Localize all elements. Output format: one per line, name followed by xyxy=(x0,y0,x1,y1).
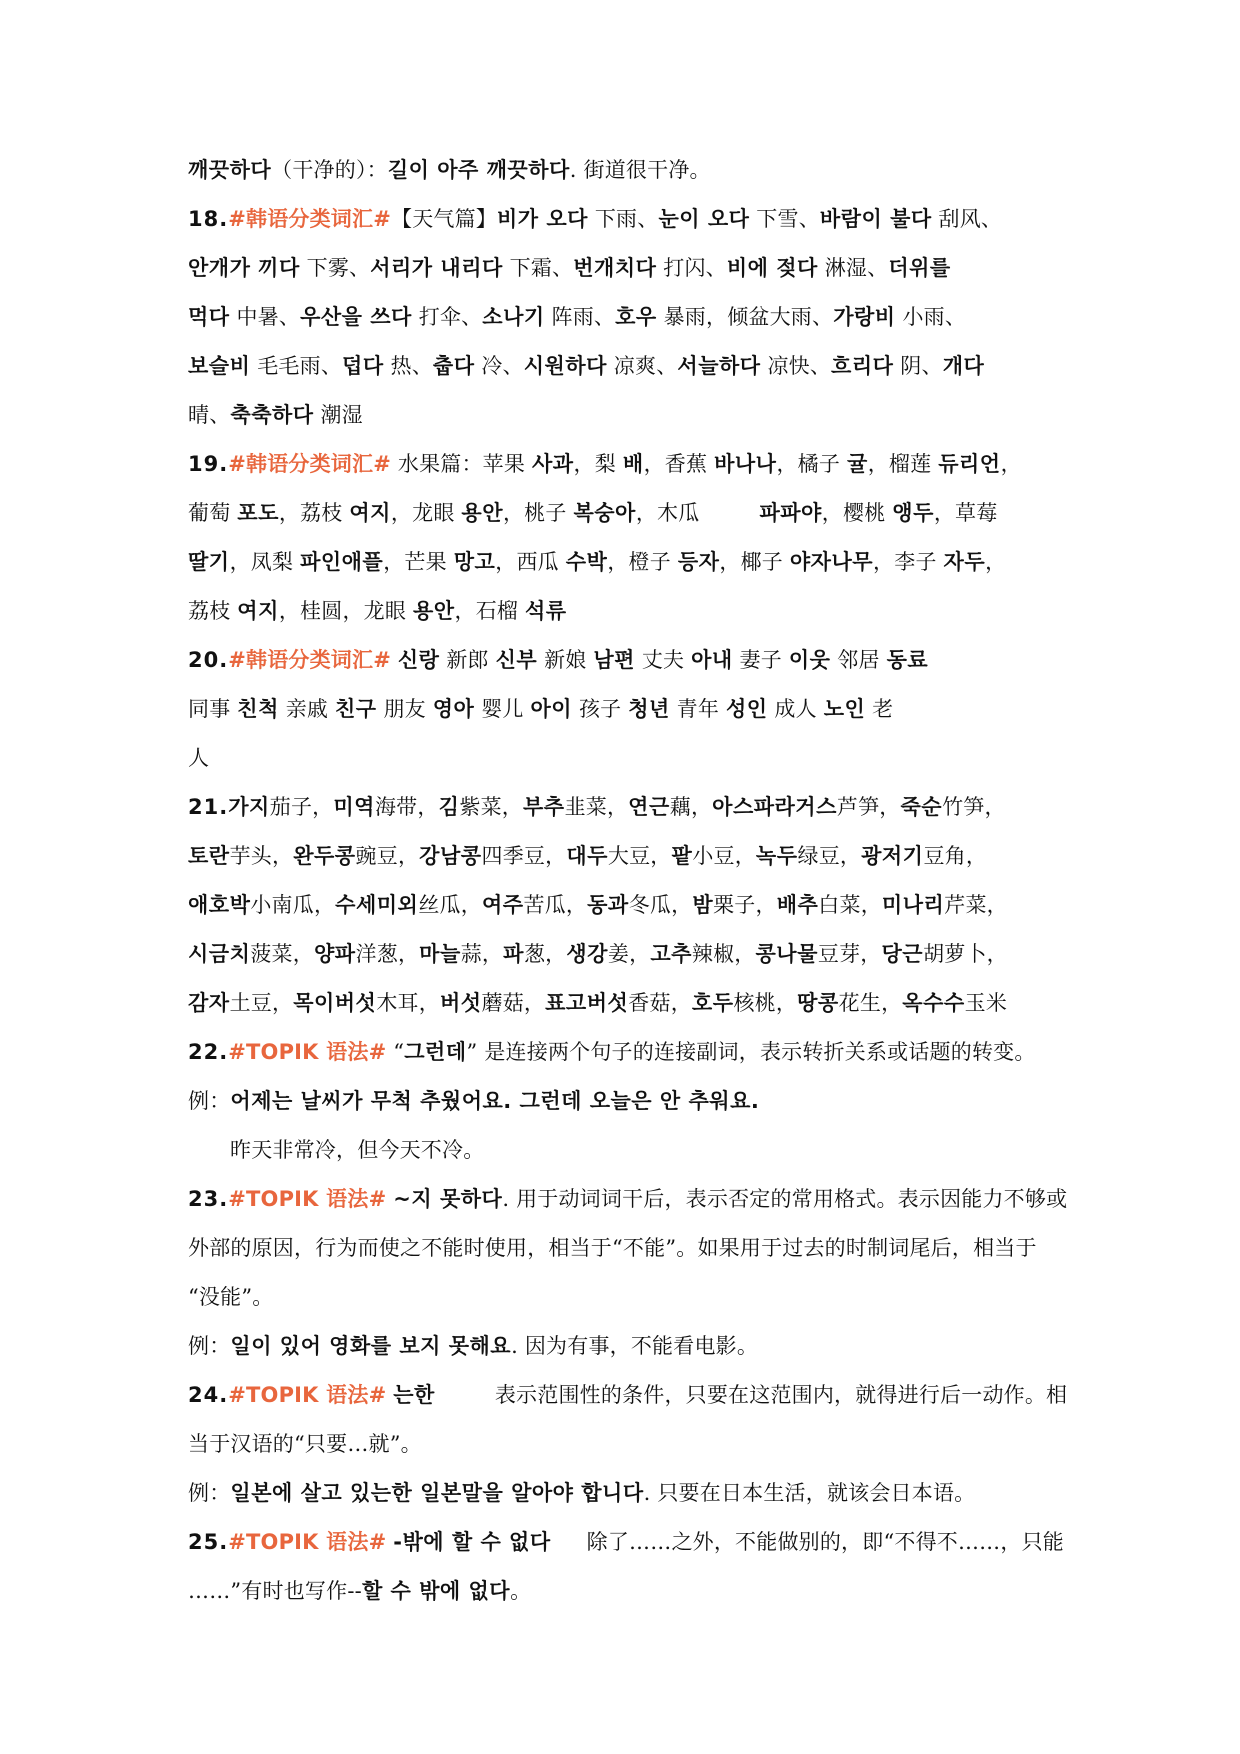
chinese-text: 例： xyxy=(188,1089,231,1113)
chinese-text: ，桃子 xyxy=(502,501,574,525)
korean-term: 망고 xyxy=(453,550,496,574)
chinese-text: 大豆， xyxy=(607,844,672,868)
text-line xyxy=(188,1028,1188,1077)
text-line xyxy=(188,832,1188,881)
chinese-text: 豆芽， xyxy=(817,942,882,966)
hashtag-label: #TOPIK 语法# xyxy=(228,1187,387,1211)
chinese-text: 豌豆， xyxy=(355,844,420,868)
korean-term: 완두콩 xyxy=(293,844,356,868)
item-number: 21. xyxy=(188,795,229,819)
chinese-text: 蘑菇， xyxy=(481,991,546,1015)
korean-term: 포도 xyxy=(237,501,279,525)
chinese-text: 藕， xyxy=(669,795,713,819)
korean-term: 미나리 xyxy=(881,893,945,917)
text-line xyxy=(188,685,1188,734)
chinese-text: ， xyxy=(985,550,1007,574)
chinese-text: 四季豆， xyxy=(481,844,567,868)
text-line xyxy=(188,195,1188,244)
chinese-text: 丈夫 xyxy=(634,648,692,672)
korean-term: 서리가 내리다 xyxy=(370,256,503,280)
chinese-text: （干净的）： xyxy=(271,158,388,182)
korean-term: 죽순 xyxy=(900,795,943,819)
chinese-text: 核桃， xyxy=(733,991,798,1015)
chinese-text: 绿豆， xyxy=(797,844,862,868)
korean-term: 친척 xyxy=(237,697,279,721)
chinese-text: ，橙子 xyxy=(607,550,678,574)
chinese-text: 白菜， xyxy=(818,893,882,917)
chinese-text: 冬瓜， xyxy=(628,893,693,917)
korean-term: 영아 xyxy=(432,697,475,721)
korean-term: 땅콩 xyxy=(797,991,839,1015)
korean-term: 신랑 xyxy=(397,648,440,672)
korean-term: 눈이 오다 xyxy=(658,207,750,231)
chinese-text: ” 是连接两个句子的连接副词，表示转折关系或话题的转变。 xyxy=(466,1040,1036,1064)
chinese-text: ，木瓜 xyxy=(635,501,700,525)
chinese-text: 下霜、 xyxy=(502,256,574,280)
korean-term: -밖에 할 수 없다 xyxy=(393,1530,551,1554)
korean-term: 감자 xyxy=(188,991,230,1015)
hashtag-label: #TOPIK 语法# xyxy=(228,1040,387,1064)
chinese-text: 【天气篇】 xyxy=(391,207,497,231)
chinese-text: 下雨、 xyxy=(587,207,659,231)
chinese-text: 栗子， xyxy=(713,893,777,917)
korean-term: 수박 xyxy=(565,550,608,574)
chinese-text: 打伞、 xyxy=(411,305,483,329)
chinese-text: ，凤梨 xyxy=(229,550,301,574)
chinese-text: “ xyxy=(386,1040,405,1064)
chinese-text: 青年 xyxy=(669,697,726,721)
korean-term: 광저기 xyxy=(861,844,924,868)
chinese-text: ，荔枝 xyxy=(278,501,350,525)
text-line xyxy=(188,1469,1188,1518)
korean-term: 연근 xyxy=(628,795,670,819)
text-line xyxy=(188,1567,1188,1616)
text-line xyxy=(188,146,1188,195)
text-line xyxy=(188,440,1188,489)
korean-term: 옥수수 xyxy=(902,991,965,1015)
chinese-text: 淋湿、 xyxy=(817,256,889,280)
chinese-text: 当于汉语的“只要…就”。 xyxy=(188,1432,422,1456)
korean-term: 밤 xyxy=(692,893,714,917)
chinese-text: 小豆， xyxy=(692,844,756,868)
korean-term: 남편 xyxy=(593,648,635,672)
korean-term: 사과 xyxy=(531,452,574,476)
korean-term: 여지 xyxy=(349,501,391,525)
chinese-text: 土豆， xyxy=(229,991,294,1015)
text-line xyxy=(188,293,1188,342)
text-line xyxy=(188,1322,1188,1371)
chinese-text: 丝瓜， xyxy=(418,893,482,917)
chinese-text: 木耳， xyxy=(376,991,440,1015)
chinese-text: 成人 xyxy=(767,697,824,721)
chinese-text: 亲戚 xyxy=(278,697,336,721)
korean-term: 깨끗하다 xyxy=(188,158,272,182)
text-line xyxy=(188,587,1188,636)
korean-term: 번개치다 xyxy=(573,256,657,280)
chinese-text: 菠菜， xyxy=(250,942,314,966)
korean-term: 배 xyxy=(622,452,644,476)
chinese-text: ，桂圆，龙眼 xyxy=(278,599,413,623)
chinese-text: ……”有时也写作-- xyxy=(188,1579,362,1603)
korean-term: 귤 xyxy=(846,452,868,476)
korean-term: 가지 xyxy=(228,795,270,819)
text-line xyxy=(188,244,1188,293)
chinese-text: 凉快、 xyxy=(760,354,832,378)
chinese-text: 紫菜， xyxy=(459,795,523,819)
item-number: 22. xyxy=(188,1040,229,1064)
korean-term: 마늘 xyxy=(419,942,461,966)
korean-term: 소나기 xyxy=(482,305,545,329)
chinese-text: . 街道很干净。 xyxy=(569,158,711,182)
chinese-text: 新娘 xyxy=(537,648,594,672)
item-number: 23. xyxy=(188,1187,229,1211)
chinese-text: ，梨 xyxy=(573,452,623,476)
chinese-text: 姜， xyxy=(607,942,651,966)
korean-term: 수세미외 xyxy=(335,893,419,917)
chinese-text: ，椰子 xyxy=(719,550,790,574)
korean-term: 강남콩 xyxy=(419,844,482,868)
korean-term: 이웃 xyxy=(788,648,831,672)
text-line xyxy=(188,1077,1188,1126)
korean-term: 아스파라거스 xyxy=(712,795,837,819)
korean-term: 시금치 xyxy=(188,942,251,966)
chinese-text: 小雨、 xyxy=(895,305,967,329)
chinese-text: 新郎 xyxy=(439,648,496,672)
chinese-text: 昨天非常冷，但今天不冷。 xyxy=(230,1138,485,1162)
korean-term: 아내 xyxy=(691,648,733,672)
korean-term: 석류 xyxy=(525,599,567,623)
chinese-text: 葡萄 xyxy=(188,501,238,525)
chinese-text: ，李子 xyxy=(873,550,944,574)
korean-term: 흐리다 xyxy=(831,354,894,378)
chinese-text: 妻子 xyxy=(732,648,789,672)
chinese-text: 外部的原因，行为而使之不能时使用，相当于“不能”。如果用于过去的时制词尾后，相当于 xyxy=(188,1236,1037,1260)
korean-term: 야자나무 xyxy=(789,550,874,574)
korean-term: 애호박 xyxy=(188,893,251,917)
korean-term: 동료 xyxy=(886,648,929,672)
chinese-text: 朋友 xyxy=(376,697,433,721)
chinese-text: ，石榴 xyxy=(454,599,525,623)
chinese-text: 晴、 xyxy=(188,403,231,427)
korean-term: 파파야 xyxy=(759,501,822,525)
chinese-text: ，草莓 xyxy=(933,501,998,525)
korean-term: 가랑비 xyxy=(833,305,896,329)
chinese-text: 芹菜， xyxy=(944,893,1008,917)
chinese-text: 邻居 xyxy=(830,648,887,672)
korean-term: 보슬비 xyxy=(188,354,251,378)
korean-term: 어제는 날씨가 무척 추웠어요. 그런데 오늘은 안 추워요. xyxy=(230,1089,760,1113)
text-line xyxy=(188,636,1188,685)
chinese-text: 阴、 xyxy=(893,354,943,378)
chinese-text xyxy=(391,648,398,672)
chinese-text: . 只要在日本生活，就该会日本语。 xyxy=(643,1481,976,1505)
chinese-text: 婴儿 xyxy=(474,697,531,721)
korean-term: 앵두 xyxy=(892,501,934,525)
text-line xyxy=(188,881,1188,930)
chinese-text: 蒜， xyxy=(460,942,504,966)
chinese-text: ，樱桃 xyxy=(821,501,893,525)
korean-term: 비가 오다 xyxy=(497,207,588,231)
korean-term: 용안 xyxy=(461,501,503,525)
chinese-text: ，香蕉 xyxy=(643,452,715,476)
chinese-text: 小南瓜， xyxy=(250,893,336,917)
chinese-text: 暴雨，倾盆大雨、 xyxy=(656,305,834,329)
chinese-text: 下雾、 xyxy=(299,256,371,280)
chinese-text: 竹笋， xyxy=(942,795,1006,819)
korean-term: 개다 xyxy=(942,354,985,378)
chinese-text: 孩子 xyxy=(572,697,629,721)
chinese-text: 海带， xyxy=(374,795,439,819)
korean-term: 더위를 xyxy=(888,256,951,280)
text-line xyxy=(188,1273,1188,1322)
text-line xyxy=(188,391,1188,440)
korean-term: 부추 xyxy=(522,795,565,819)
chinese-text: 除了……之外，不能做别的，即“不得不……，只能 xyxy=(586,1530,1064,1554)
korean-term: 아이 xyxy=(530,697,573,721)
chinese-text: 打闪、 xyxy=(656,256,727,280)
korean-term: 할 수 밖에 없다 xyxy=(361,1579,511,1603)
korean-term: 김 xyxy=(438,795,460,819)
chinese-text: 同事 xyxy=(188,697,238,721)
korean-term: 그런데 xyxy=(404,1040,467,1064)
korean-term: 콩나물 xyxy=(755,942,818,966)
text-line xyxy=(188,979,1188,1028)
text-line xyxy=(188,783,1188,832)
chinese-text: 中暑、 xyxy=(229,305,301,329)
text-line xyxy=(188,1420,1188,1469)
chinese-text: 荔枝 xyxy=(188,599,238,623)
chinese-text: 玉米 xyxy=(964,991,1008,1015)
korean-term: 축축하다 xyxy=(230,403,314,427)
chinese-text: 潮湿 xyxy=(313,403,363,427)
text-line xyxy=(188,1518,1188,1567)
chinese-text: 葱， xyxy=(523,942,567,966)
korean-term: 덥다 xyxy=(342,354,384,378)
chinese-text: 韭菜， xyxy=(564,795,629,819)
korean-term: 바람이 불다 xyxy=(819,207,932,231)
korean-term: 녹두 xyxy=(755,844,798,868)
korean-term: 자두 xyxy=(943,550,986,574)
chinese-text: 苦瓜， xyxy=(523,893,588,917)
korean-term: 호우 xyxy=(615,305,657,329)
korean-term: 노인 xyxy=(823,697,866,721)
chinese-text: 例： xyxy=(188,1481,231,1505)
item-number: 25. xyxy=(188,1530,229,1554)
chinese-text: ，龙眼 xyxy=(390,501,462,525)
text-line xyxy=(188,1224,1188,1273)
chinese-text: 凉爽、 xyxy=(606,354,678,378)
korean-term: 먹다 xyxy=(188,305,230,329)
chinese-text: 豆角， xyxy=(923,844,988,868)
chinese-text: 胡萝卜， xyxy=(923,942,1008,966)
korean-term: 비에 젖다 xyxy=(726,256,818,280)
korean-term: 양파 xyxy=(313,942,356,966)
korean-term: 생강 xyxy=(566,942,608,966)
chinese-text: 阵雨、 xyxy=(544,305,616,329)
korean-term: 춥다 xyxy=(432,354,475,378)
korean-term: 여지 xyxy=(237,599,279,623)
chinese-text: 毛毛雨、 xyxy=(250,354,343,378)
text-line xyxy=(188,1371,1188,1420)
chinese-text: ， xyxy=(1000,452,1022,476)
korean-term: 표고버섯 xyxy=(545,991,629,1015)
text-line xyxy=(188,734,1188,783)
chinese-text: . 因为有事，不能看电影。 xyxy=(511,1334,759,1358)
korean-term: 고추 xyxy=(650,942,692,966)
chinese-text: 热、 xyxy=(383,354,433,378)
item-number: 18. xyxy=(188,207,229,231)
korean-term: 버섯 xyxy=(439,991,482,1015)
korean-term: 길이 아주 깨끗하다 xyxy=(387,158,570,182)
chinese-text: 冷、 xyxy=(474,354,524,378)
chinese-text: 芦笋， xyxy=(836,795,901,819)
text-line xyxy=(188,342,1188,391)
text-line xyxy=(188,1126,1188,1175)
korean-term: 바나나 xyxy=(714,452,777,476)
chinese-text: 辣椒， xyxy=(691,942,756,966)
korean-term: 동과 xyxy=(587,893,629,917)
korean-term: 호두 xyxy=(691,991,734,1015)
chinese-text: 例： xyxy=(188,1334,231,1358)
hashtag-label: #韩语分类词汇# xyxy=(228,452,391,476)
korean-term: 일본에 살고 있는한 일본말을 알아야 합니다 xyxy=(230,1481,644,1505)
korean-term: 파 xyxy=(503,942,524,966)
chinese-text: ，西瓜 xyxy=(495,550,566,574)
korean-term: 딸기 xyxy=(188,550,230,574)
chinese-text: 茄子， xyxy=(269,795,334,819)
hashtag-label: #韩语分类词汇# xyxy=(228,648,391,672)
chinese-text: “没能”。 xyxy=(188,1285,274,1309)
chinese-text: 下雪、 xyxy=(749,207,820,231)
hashtag-label: #TOPIK 语法# xyxy=(228,1530,387,1554)
korean-term: 파인애플 xyxy=(300,550,384,574)
text-line xyxy=(188,1175,1188,1224)
korean-term: 대두 xyxy=(566,844,608,868)
text-line xyxy=(188,489,1188,538)
korean-term: 청년 xyxy=(628,697,670,721)
chinese-text: 花生， xyxy=(838,991,903,1015)
korean-term: 성인 xyxy=(725,697,768,721)
item-number: 20. xyxy=(188,648,229,672)
korean-term: 친구 xyxy=(335,697,377,721)
chinese-text: 香菇， xyxy=(628,991,692,1015)
korean-term: ~지 못하다 xyxy=(393,1187,503,1211)
chinese-text: 水果篇：苹果 xyxy=(391,452,532,476)
korean-term: 일이 있어 영화를 보지 못해요 xyxy=(230,1334,512,1358)
korean-term: 용안 xyxy=(412,599,455,623)
korean-term: 복숭아 xyxy=(573,501,636,525)
korean-term: 우산을 쓰다 xyxy=(300,305,412,329)
spacer xyxy=(188,1138,230,1162)
chinese-text: 老 xyxy=(865,697,894,721)
hashtag-label: #TOPIK 语法# xyxy=(228,1383,387,1407)
korean-term: 등자 xyxy=(677,550,720,574)
chinese-text: 。 xyxy=(510,1579,532,1603)
chinese-text: ，橘子 xyxy=(776,452,847,476)
korean-term: 팥 xyxy=(671,844,693,868)
chinese-text: . 用于动词词干后，表示否定的常用格式。表示因能力不够或 xyxy=(502,1187,1068,1211)
korean-term: 여주 xyxy=(481,893,524,917)
document-body xyxy=(188,146,1188,1616)
hashtag-label: #韩语分类词汇# xyxy=(228,207,391,231)
korean-term: 당근 xyxy=(881,942,924,966)
chinese-text: ，芒果 xyxy=(383,550,454,574)
chinese-text: 人 xyxy=(188,746,210,770)
chinese-text: 表示范围性的条件，只要在这范围内，就得进行后一动作。相 xyxy=(494,1383,1068,1407)
korean-term: 미역 xyxy=(333,795,375,819)
item-number: 24. xyxy=(188,1383,229,1407)
korean-term: 토란 xyxy=(188,844,230,868)
korean-term: 신부 xyxy=(495,648,538,672)
chinese-text: 芋头， xyxy=(229,844,294,868)
korean-term: 는한 xyxy=(393,1383,435,1407)
text-line xyxy=(188,930,1188,979)
text-line xyxy=(188,538,1188,587)
chinese-text: 洋葱， xyxy=(355,942,420,966)
korean-term: 목이버섯 xyxy=(293,991,377,1015)
korean-term: 시원하다 xyxy=(523,354,607,378)
korean-term: 배추 xyxy=(776,893,819,917)
korean-term: 안개가 끼다 xyxy=(188,256,300,280)
korean-term: 서늘하다 xyxy=(677,354,761,378)
korean-term: 듀리언 xyxy=(938,452,1001,476)
chinese-text: ，榴莲 xyxy=(867,452,939,476)
item-number: 19. xyxy=(188,452,229,476)
chinese-text: 刮风、 xyxy=(931,207,1003,231)
